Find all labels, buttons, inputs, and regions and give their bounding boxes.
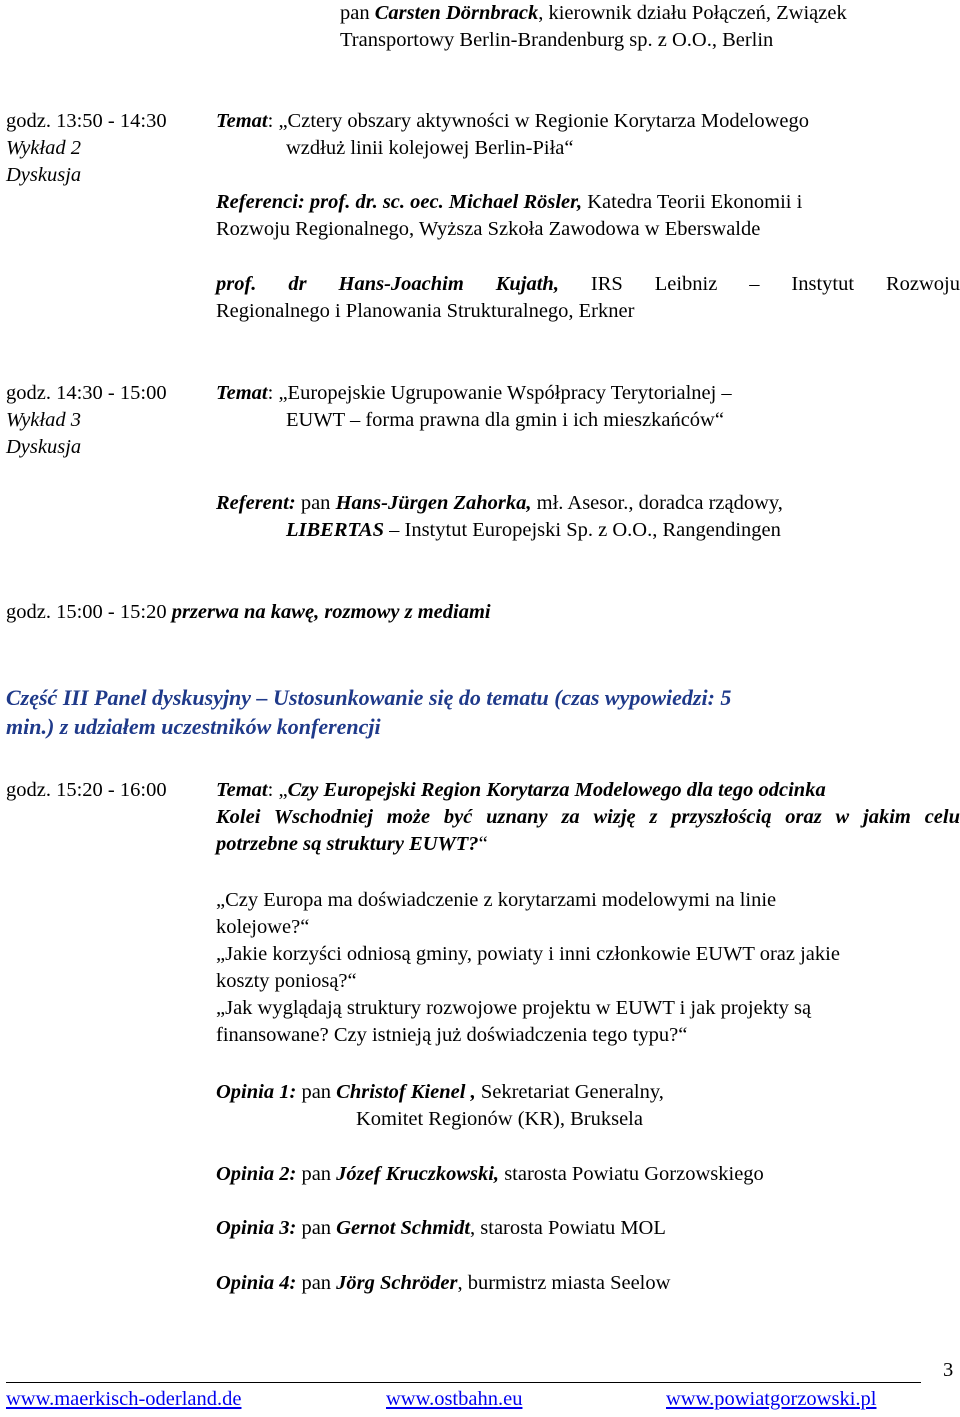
session-2-topic-line2: EUWT – forma prawna dla gmin i ich mieszkańców“ <box>286 409 724 431</box>
section-heading-line2: min.) z udziałem uczestników konferencji <box>6 714 381 739</box>
opinion-4-pan: pan <box>296 1272 337 1294</box>
session-3-topic <box>216 777 960 858</box>
session-1-time: godz. 13:50 - 14:30 <box>6 110 167 132</box>
footer-link-powiat[interactable] <box>666 1386 876 1412</box>
session-1-referent-2 <box>216 271 960 325</box>
session-2-topic <box>216 380 916 434</box>
session-1-ref2-affiliation-line2: Regionalnego i Planowania Strukturalnego, Erkner <box>216 300 635 322</box>
session-2-meta <box>6 380 211 461</box>
question-3-line1: „Jak wyglądają struktury rozwojowe projektu w EUWT i jak projekty są <box>216 997 812 1019</box>
opinion-3 <box>216 1215 960 1242</box>
session-3-topic-line3: potrzebne są struktury EUWT? <box>216 833 479 855</box>
session-2-ref-org-name: LIBERTAS <box>286 519 384 541</box>
session-2-referent <box>216 490 916 544</box>
question-1-line1: „Czy Europa ma doświadczenie z korytarzami modelowymi na linie <box>216 889 777 911</box>
session-1-discussion: Dyskusja <box>6 164 82 186</box>
coffee-break <box>6 599 906 626</box>
intro-speaker <box>340 0 950 54</box>
page-number: 3 <box>943 1359 954 1381</box>
opinion-3-role: , starosta Powiatu MOL <box>470 1217 666 1239</box>
session-1-referent-1 <box>216 189 916 243</box>
opinion-2-pan: pan <box>296 1163 337 1185</box>
opinion-2 <box>216 1161 960 1188</box>
question-3-line2: finansowane? Czy istnieją już doświadczenia tego typu?“ <box>216 1024 688 1046</box>
question-2-line1: „Jakie korzyści odniosą gminy, powiaty i inni członkowie EUWT oraz jakie <box>216 943 840 965</box>
session-2-ref-name: Hans-Jürgen Zahorka, <box>335 492 532 514</box>
session-2-lecture: Wykład 3 <box>6 409 81 431</box>
intro-speaker-org: Transportowy Berlin-Brandenburg sp. z O.O., Berlin <box>340 29 774 51</box>
session-3-topic-line1: Czy Europejski Region Korytarza Modelowego dla tego odcinka <box>287 779 826 801</box>
session-1-meta <box>6 108 211 189</box>
session-1-ref2-affiliation: IRS Leibniz – Instytut Rozwoju <box>558 273 960 295</box>
session-1-topic <box>216 108 916 162</box>
session-2-discussion: Dyskusja <box>6 436 82 458</box>
break-time: godz. 15:00 - 15:20 <box>6 601 172 623</box>
opinion-4 <box>216 1270 960 1297</box>
footer-link-2[interactable]: www.ostbahn.eu <box>386 1388 523 1410</box>
opinion-2-role: starosta Powiatu Gorzowskiego <box>499 1163 764 1185</box>
opinion-4-role: , burmistrz miasta Seelow <box>457 1272 671 1294</box>
session-1-topic-label: Temat <box>216 110 268 132</box>
footer-link-3[interactable]: www.powiatgorzowski.pl <box>666 1388 877 1410</box>
opinion-3-name: Gernot Schmidt <box>336 1217 471 1239</box>
footer-link-ostbahn[interactable] <box>386 1386 522 1412</box>
session-1-topic-line2: wzdłuż linii kolejowej Berlin-Piła“ <box>286 137 574 159</box>
footer-rule <box>6 1382 921 1383</box>
session-3-questions <box>216 887 960 1049</box>
opinion-2-name: Józef Kruczkowski, <box>336 1163 500 1185</box>
opinion-1-pan: pan <box>296 1081 337 1103</box>
opinion-3-label: Opinia 3: <box>216 1217 297 1239</box>
session-1-ref2-name: prof. dr Hans-Joachim Kujath, <box>216 273 559 295</box>
section-heading <box>6 683 936 741</box>
opinion-1-org: Komitet Regionów (KR), Bruksela <box>356 1108 643 1130</box>
question-1-line2: kolejowe?“ <box>216 916 310 938</box>
session-1-ref-affiliation-line2: Rozwoju Regionalnego, Wyższa Szkoła Zawodowa w Eberswalde <box>216 218 761 240</box>
opinion-4-label: Opinia 4: <box>216 1272 297 1294</box>
opinion-3-pan: pan <box>296 1217 337 1239</box>
session-3-time: godz. 15:20 - 16:00 <box>6 779 167 801</box>
opinion-1 <box>216 1079 960 1133</box>
opinion-4-name: Jörg Schröder <box>336 1272 458 1294</box>
opinion-2-label: Opinia 2: <box>216 1163 297 1185</box>
session-1-ref-label: Referenci: prof. dr. sc. oec. Michael Rösler, <box>216 191 583 213</box>
session-1-lecture: Wykład 2 <box>6 137 81 159</box>
session-3-topic-close: “ <box>478 833 488 855</box>
question-2-line2: koszty poniosą?“ <box>216 970 357 992</box>
session-2-ref-label: Referent: <box>216 492 296 514</box>
intro-speaker-role: , kierownik działu Połączeń, Związek <box>538 2 847 24</box>
session-1-topic-line1: : „Cztery obszary aktywności w Regionie Korytarza Modelowego <box>267 110 810 132</box>
footer-link-1[interactable]: www.maerkisch-oderland.de <box>6 1388 242 1410</box>
intro-speaker-name: Carsten Dörnbrack <box>374 2 539 24</box>
session-2-topic-label: Temat <box>216 382 268 404</box>
session-2-ref-pan: pan <box>295 492 336 514</box>
session-1-ref-affiliation: Katedra Teorii Ekonomii i <box>582 191 803 213</box>
break-text: przerwa na kawę, rozmowy z mediami <box>171 601 491 623</box>
session-2-topic-line1: : „Europejskie Ugrupowanie Współpracy Terytorialnej – <box>267 382 732 404</box>
session-2-time: godz. 14:30 - 15:00 <box>6 382 167 404</box>
intro-pan: pan <box>340 2 375 24</box>
session-3-meta <box>6 777 211 804</box>
session-3-topic-label: Temat <box>216 779 268 801</box>
session-2-ref-role: mł. Asesor., doradca rządowy, <box>531 492 783 514</box>
session-3-topic-colon: : „ <box>267 779 288 801</box>
opinion-1-label: Opinia 1: <box>216 1081 297 1103</box>
opinion-1-name: Christof Kienel , <box>336 1081 476 1103</box>
section-heading-line1: Część III Panel dyskusyjny – Ustosunkowanie się do tematu (czas wypowiedzi: 5 <box>6 685 732 710</box>
footer-link-maerkisch[interactable] <box>6 1386 241 1412</box>
session-2-ref-org: – Instytut Europejski Sp. z O.O., Rangendingen <box>384 519 781 541</box>
session-3-topic-line2: Kolei Wschodniej może być uznany za wizję z przyszłością oraz w jakim celu <box>216 806 960 828</box>
opinion-1-role: Sekretariat Generalny, <box>475 1081 664 1103</box>
